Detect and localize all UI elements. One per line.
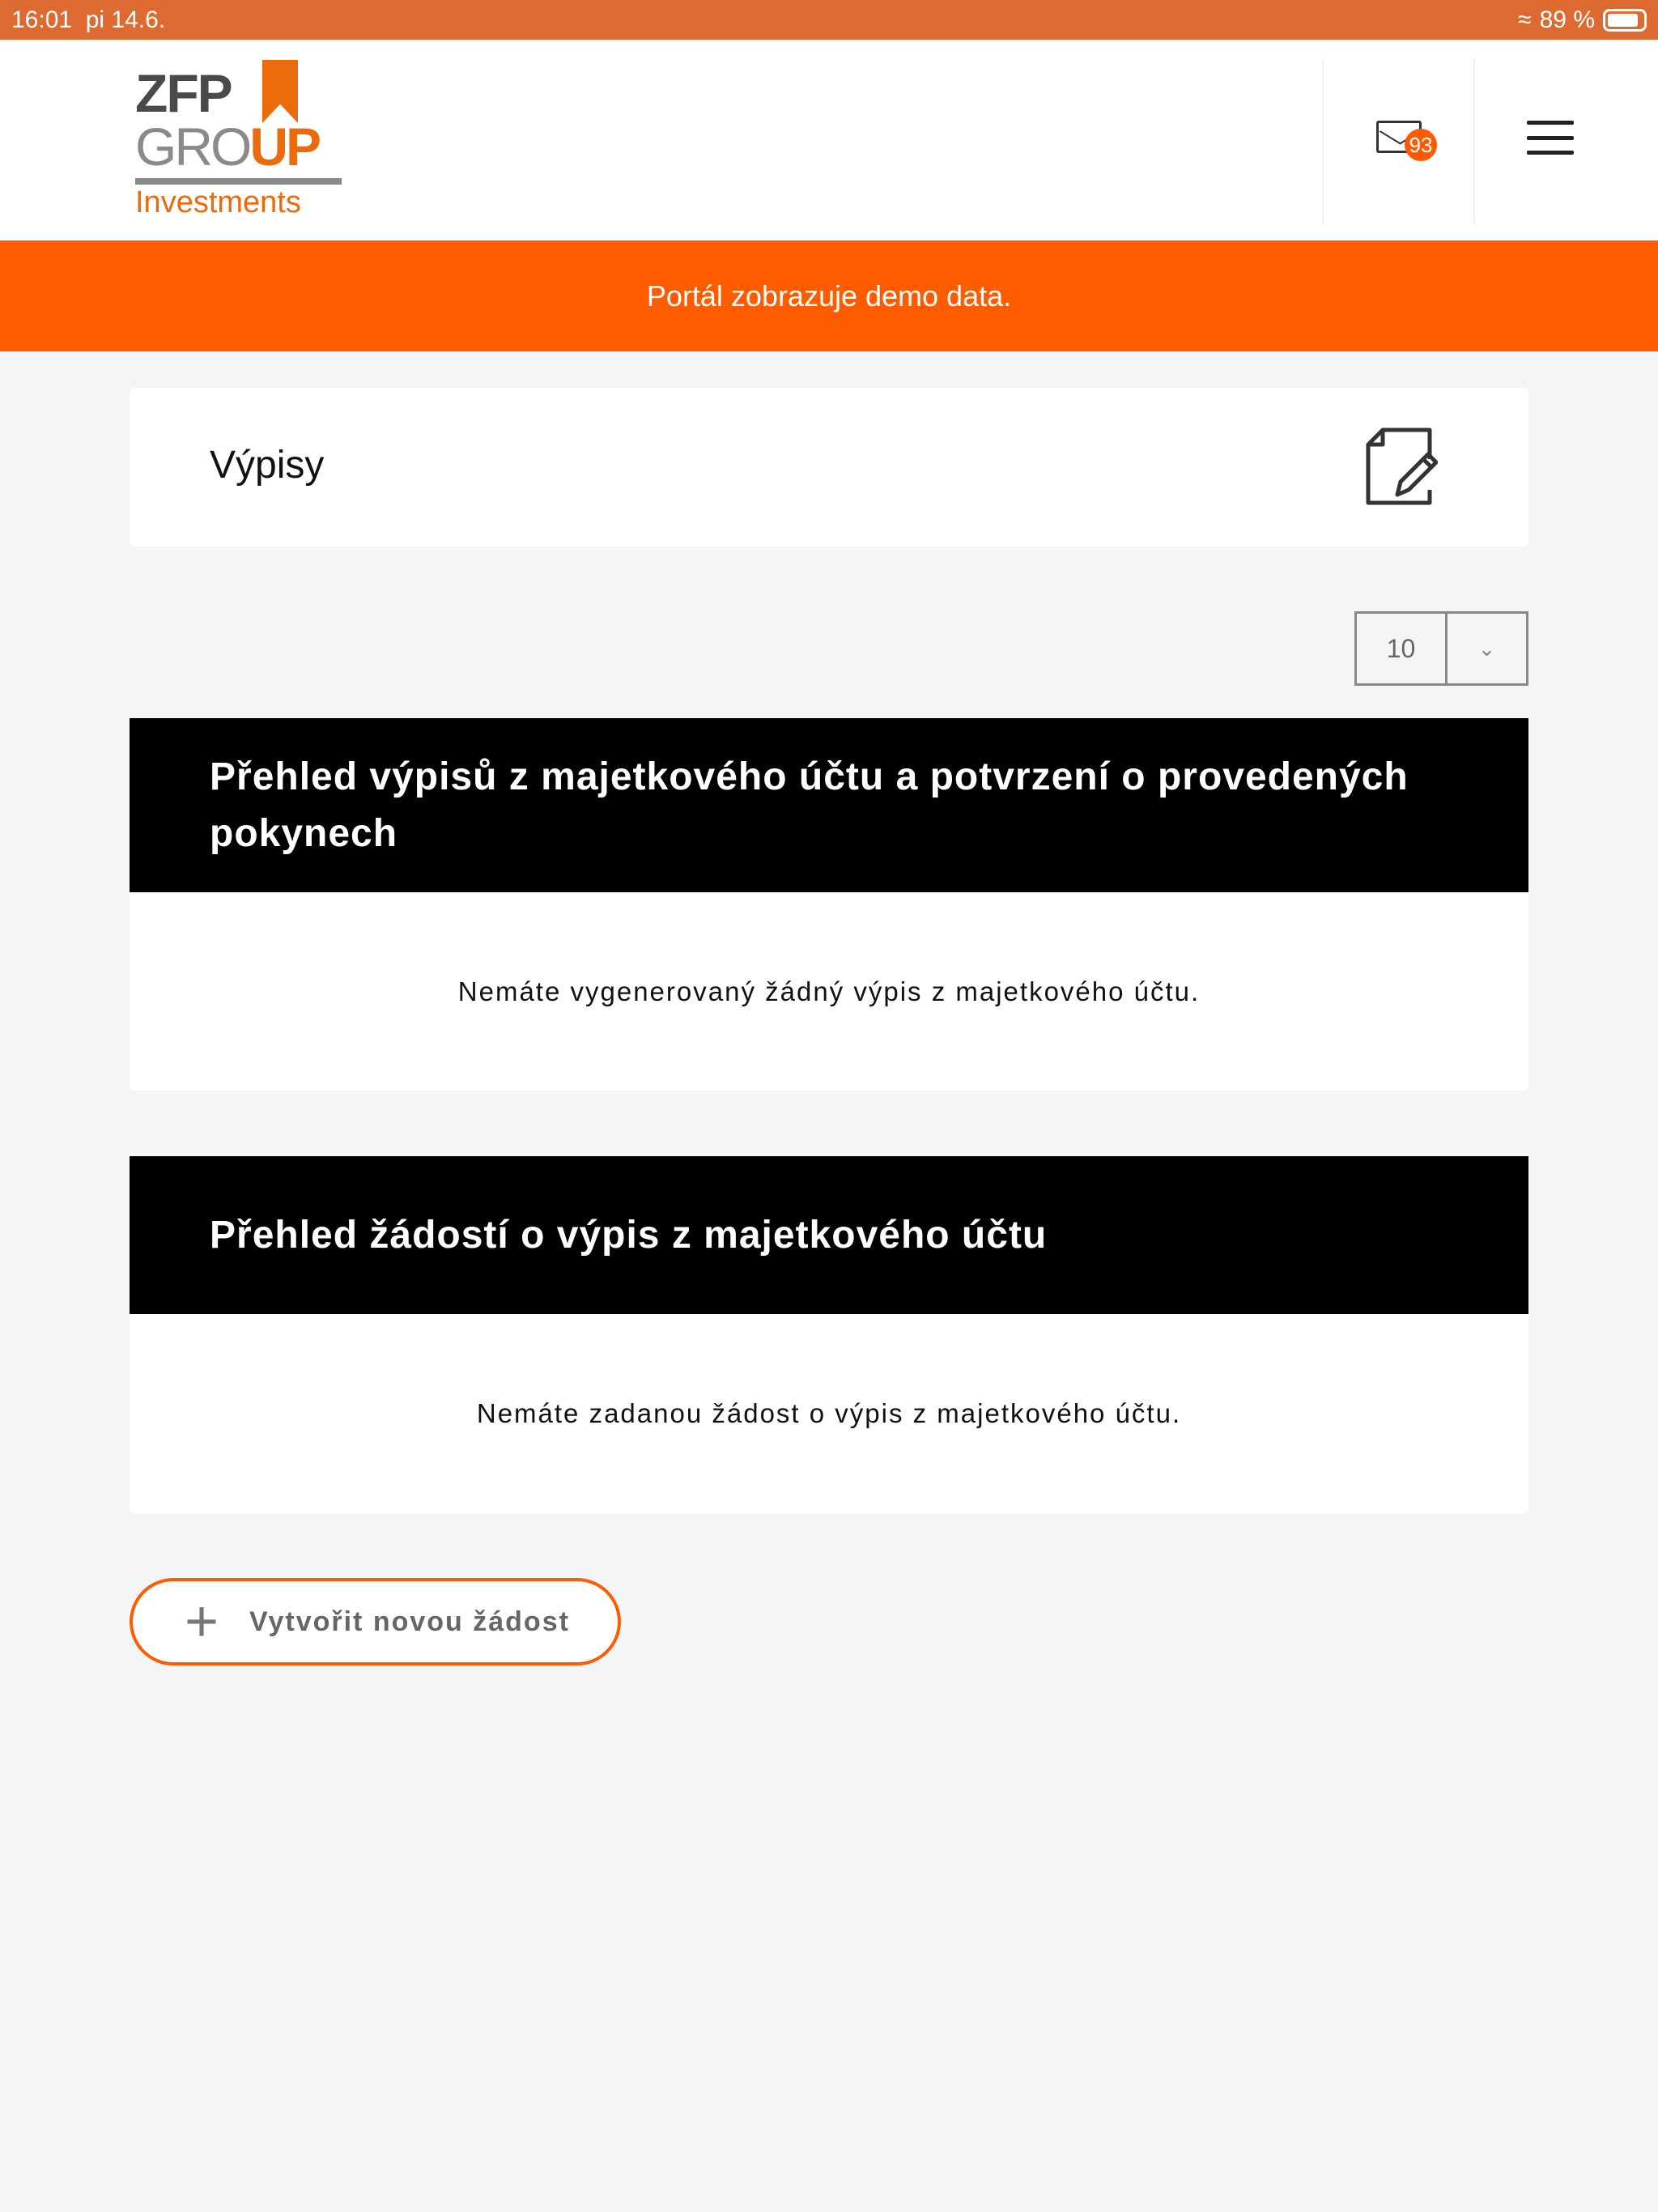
section-header: Přehled výpisů z majetkového účtu a potvrzení o provedených pokynech	[130, 718, 1528, 892]
zfp-group-logo[interactable]: ZFP GROUP Investments	[135, 62, 346, 224]
new-request-button[interactable]	[130, 1578, 621, 1665]
wifi-icon: ≈	[1518, 6, 1532, 33]
requests-section	[130, 1156, 1528, 1513]
empty-message: Nemáte vygenerovaný žádný výpis z majetkového účtu.	[130, 892, 1528, 1091]
status-date: pi 14.6.	[85, 6, 166, 33]
app-header	[0, 40, 1658, 240]
chevron-down-icon[interactable]: ⌄	[1477, 636, 1496, 661]
page-title: Výpisy	[210, 444, 325, 487]
new-request-label: Vytvořit novou žádost	[249, 1606, 570, 1637]
status-time: 16:01	[11, 6, 73, 33]
status-bar	[0, 0, 1658, 40]
page-title-card	[130, 388, 1528, 547]
battery-percent: 89 %	[1539, 6, 1595, 33]
empty-message: Nemáte zadanou žádost o výpis z majetkového účtu.	[130, 1314, 1528, 1513]
menu-button[interactable]	[1527, 121, 1574, 155]
battery-icon	[1603, 9, 1647, 32]
page-size-select[interactable]	[1354, 611, 1528, 686]
divider	[1322, 57, 1324, 224]
statements-section	[130, 718, 1528, 1091]
edit-document-icon[interactable]	[1365, 427, 1438, 506]
section-header: Přehled žádostí o výpis z majetkového účtu	[130, 1156, 1528, 1314]
demo-banner: Portál zobrazuje demo data.	[0, 240, 1658, 351]
page-size-value: 10	[1357, 614, 1448, 683]
plus-icon: +	[185, 1589, 221, 1654]
divider	[1473, 57, 1475, 224]
unread-badge: 93	[1405, 129, 1437, 161]
